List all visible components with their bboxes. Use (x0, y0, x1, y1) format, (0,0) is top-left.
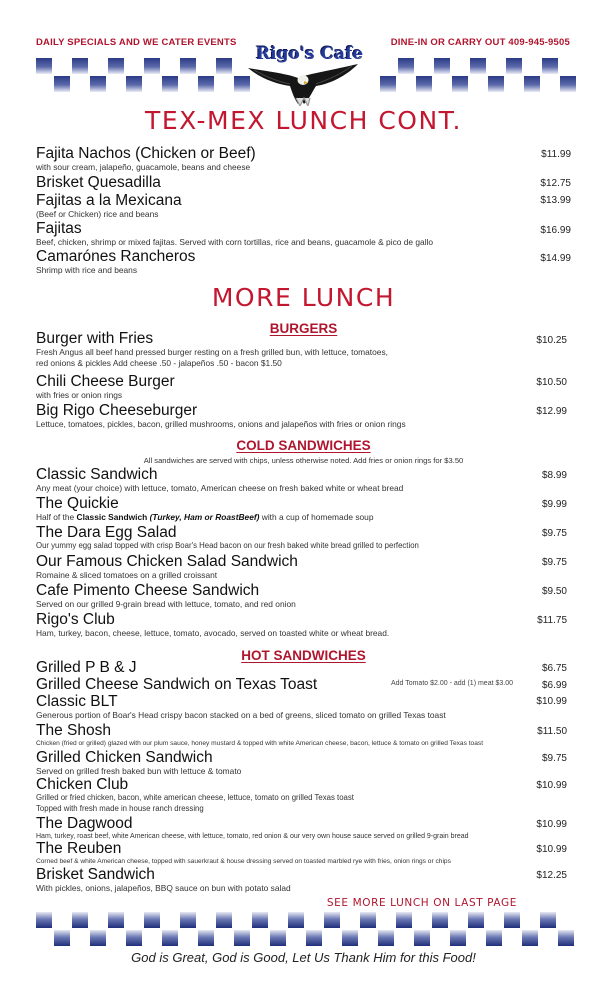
cold-sandwiches-note: All sandwiches are served with chips, unless otherwise noted. Add fries or onion rings for $3.50 (143, 456, 464, 465)
rigos-cafe-logo (218, 40, 388, 106)
item-name: Rigo's Club (36, 611, 115, 628)
item-name: Classic Sandwich (36, 466, 158, 483)
item-price: $11.75 (537, 615, 567, 626)
checker-banner-top-right (380, 58, 580, 92)
item-name: Grilled P B & J (36, 659, 137, 676)
item-price: $13.99 (540, 195, 571, 206)
item-price: $8.99 (541, 470, 567, 481)
item-desc: With pickles, onions, jalapeños, BBQ sauce on bun with potato salad (36, 883, 291, 893)
item-name: Classic BLT (36, 693, 118, 710)
subsection-title-hot-sandwiches: HOT SANDWICHES (241, 648, 366, 663)
menu-item (36, 722, 571, 750)
item-desc: Grilled or fried chicken, bacon, white american cheese, lettuce, tomato on grilled Texas toast (36, 793, 354, 802)
item-desc: Our yummy egg salad topped with crisp Boar's Head bacon on our fresh baked white bread grilled to perfection (36, 541, 419, 550)
item-desc: Ham, turkey, roast beef, white American cheese, with lettuce, tomato, red onion & our very own house sauce served on grilled 9-grain bread (36, 833, 469, 840)
desc-italic-text: (Turkey, Ham or RoastBeef) (149, 512, 260, 522)
item-name: Chili Cheese Burger (36, 373, 175, 390)
menu-item (36, 776, 571, 814)
item-price: $6.99 (541, 680, 567, 691)
item-price: $10.99 (536, 696, 567, 707)
desc-text: with a cup of homemade soup (259, 512, 374, 522)
item-name: Fajitas (36, 220, 82, 237)
item-name: Burger with Fries (36, 330, 154, 347)
item-name: Chicken Club (36, 776, 129, 793)
item-name: Grilled Chicken Sandwich (36, 749, 213, 766)
item-name: Fajita Nachos (Chicken or Beef) (36, 145, 256, 162)
item-name: Fajitas a la Mexicana (36, 192, 182, 209)
menu-item (36, 174, 571, 191)
item-name: Cafe Pimento Cheese Sandwich (36, 582, 260, 599)
item-desc: Beef, chicken, shrimp or mixed fajitas. Served with corn tortillas, rice and beans, guacamole & pico de gallo (36, 237, 434, 247)
item-price: $9.75 (541, 753, 567, 764)
item-desc: Romaine & sliced tomatoes on a grilled croissant (36, 570, 218, 580)
menu-item (36, 248, 571, 276)
item-name: Brisket Quesadilla (36, 174, 161, 191)
item-price: $10.25 (536, 335, 567, 346)
blessing-text: God is Great, God is Good, Let Us Thank Him for this Food! (131, 950, 476, 965)
item-desc: with fries or onion rings (36, 390, 123, 400)
item-name: Camarónes Rancheros (36, 248, 196, 265)
item-name: Grilled Cheese Sandwich on Texas Toast (36, 676, 318, 693)
item-desc: Served on our grilled 9-grain bread with lettuce, tomato, and red onion (36, 599, 296, 609)
item-desc: Corned beef & white American cheese, topped with sauerkraut & house dressing served on toasted marbled rye with fries, onion rings or chips (36, 858, 451, 865)
item-desc: Ham, turkey, bacon, cheese, lettuce, tomato, avocado, served on toasted white or wheat bread. (36, 628, 390, 638)
menu-item (36, 553, 571, 581)
menu-item (36, 466, 571, 494)
item-desc: Served on grilled fresh baked bun with lettuce & tomato (36, 766, 242, 776)
item-price: $10.50 (536, 377, 567, 388)
item-price: $10.99 (536, 844, 567, 855)
item-name: The Dara Egg Salad (36, 524, 177, 541)
menu-item (36, 192, 571, 220)
item-price: $11.99 (541, 149, 571, 160)
item-desc-line2: Topped with fresh made in house ranch dressing (36, 803, 204, 813)
item-price: $16.99 (540, 225, 571, 236)
menu-item (36, 582, 571, 610)
checker-banner-top-left (36, 58, 236, 92)
item-name: Big Rigo Cheeseburger (36, 402, 198, 419)
menu-item (36, 402, 571, 430)
item-price: $12.25 (536, 870, 567, 881)
item-price: $9.75 (541, 528, 567, 539)
see-more-lunch-note: SEE MORE LUNCH ON LAST PAGE (326, 897, 517, 909)
menu-item (36, 330, 571, 368)
desc-bold-text: Classic Sandwich (76, 512, 150, 522)
item-desc: with sour cream, jalapeño, guacamole, beans and cheese (36, 162, 251, 172)
item-price: $14.99 (540, 253, 571, 264)
item-desc: Fresh Angus all beef hand pressed burger resting on a fresh grilled bun, with lettuce, tomatoes, (36, 347, 388, 357)
menu-item (36, 693, 571, 721)
item-price: $12.99 (536, 406, 567, 417)
checker-banner-bottom (36, 912, 576, 946)
item-price: $10.99 (536, 819, 567, 830)
subsection-title-cold-sandwiches: COLD SANDWICHES (236, 438, 371, 453)
header-phone-tagline: DINE-IN OR CARRY OUT 409-945-9505 (390, 37, 570, 48)
item-price: $10.99 (536, 780, 567, 791)
item-name: Our Famous Chicken Salad Sandwich (36, 553, 298, 570)
menu-item (36, 611, 571, 639)
item-desc (36, 512, 571, 523)
menu-item (36, 676, 571, 693)
item-name: The Quickie (36, 495, 119, 512)
item-price: $9.75 (541, 557, 567, 568)
item-desc: Generous portion of Boar's Head crispy bacon stacked on a bed of greens, sliced tomato on grilled Texas toast (36, 710, 446, 720)
item-price: $9.50 (541, 586, 567, 597)
item-price: $6.75 (541, 663, 567, 674)
menu-item (36, 749, 571, 777)
menu-item (36, 866, 571, 894)
item-desc: Any meat (your choice) with lettuce, tomato, American cheese on fresh baked white or wheat bread (36, 483, 404, 493)
menu-item (36, 659, 571, 676)
menu-item (36, 145, 571, 173)
logo-text: Rigo's Cafe (256, 44, 364, 64)
item-addon-note: Add Tomato $2.00 - add (1) meat $3.00 (390, 680, 513, 687)
item-name: The Dagwood (36, 815, 133, 832)
desc-text: Half of the (36, 512, 77, 522)
menu-item (36, 840, 571, 868)
item-price: $11.50 (537, 726, 567, 737)
item-price: $12.75 (540, 178, 571, 189)
item-price: $9.99 (541, 499, 567, 510)
item-name: The Reuben (36, 840, 122, 857)
header-left-tagline: DAILY SPECIALS AND WE CATER EVENTS (36, 37, 237, 48)
item-desc: Shrimp with rice and beans (36, 265, 138, 275)
section-title-more-lunch: MORE LUNCH (211, 283, 396, 312)
item-name: The Shosh (36, 722, 111, 739)
menu-item (36, 815, 571, 843)
menu-item (36, 524, 571, 552)
menu-item (36, 373, 571, 401)
item-desc: Lettuce, tomatoes, pickles, bacon, grilled mushrooms, onions and jalapeños with fries or onion rings (36, 419, 406, 429)
menu-item (36, 220, 571, 248)
item-desc: (Beef or Chicken) rice and beans (36, 209, 159, 219)
subsection-title-burgers: BURGERS (269, 321, 338, 336)
item-desc-line2: red onions & pickles Add cheese .50 - jalapeños .50 - bacon $1.50 (36, 357, 282, 368)
menu-item (36, 495, 571, 523)
item-desc: Chicken (fried or grilled) glazed with our plum sauce, honey mustard & topped with white American cheese, bacon, lettuce & tomato on grilled Texas toast (36, 740, 484, 747)
item-name: Brisket Sandwich (36, 866, 155, 883)
section-title-texmex: TEX-MEX LUNCH CONT. (145, 106, 462, 135)
